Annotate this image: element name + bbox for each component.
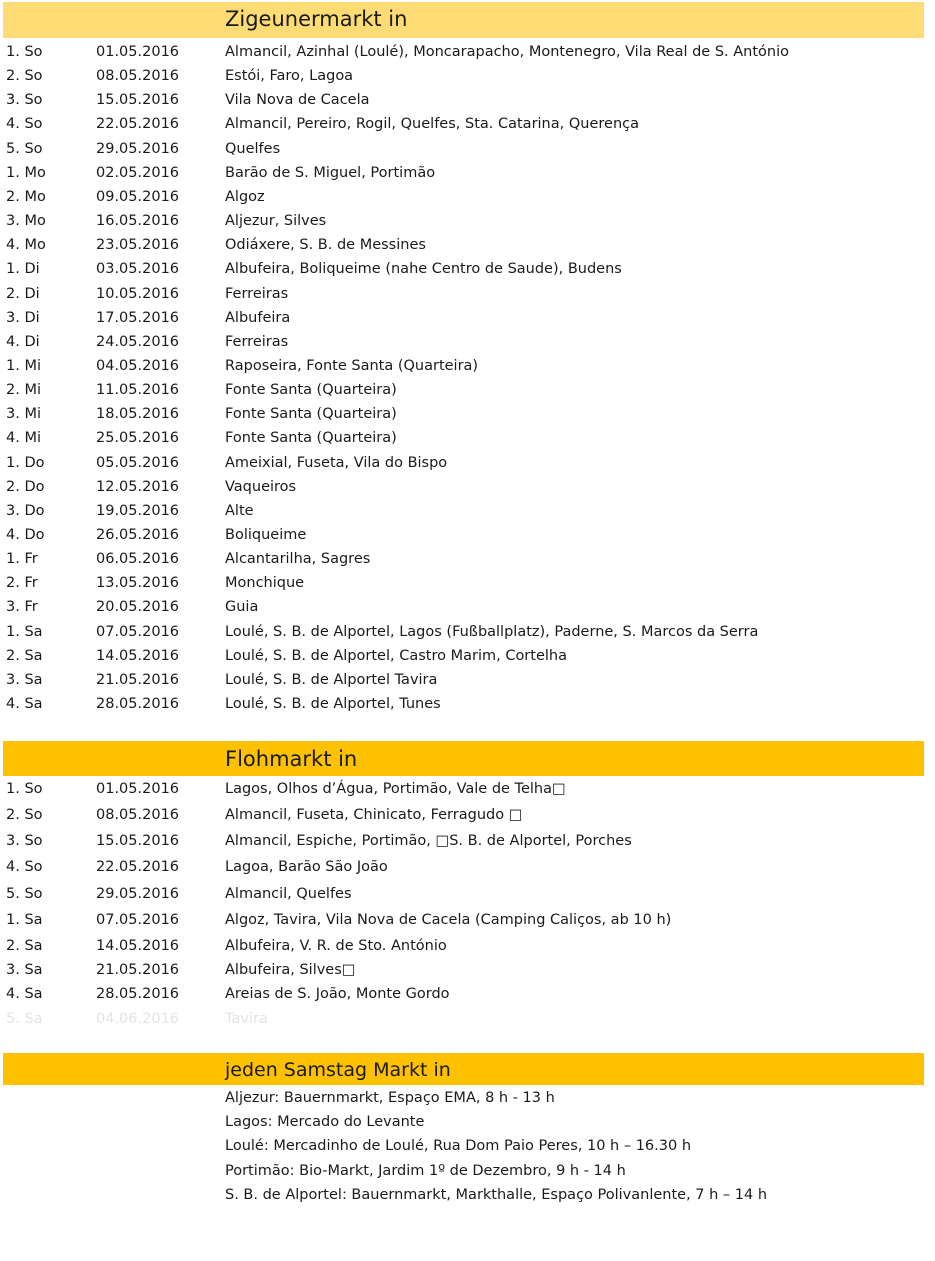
table-row [0,330,935,354]
row-date: 21.05.2016 [96,962,180,978]
row-date: 20.05.2016 [96,599,180,616]
table-row [0,908,935,932]
market-info: S. B. de Alportel: Bauernmarkt, Markthalle, Espaço Polivanlente, 7 h – 14 h [225,1186,768,1203]
row-places: Almancil, Pereiro, Rogil, Quelfes, Sta. Catarina, Querença [225,116,639,133]
row-date: 05.05.2016 [96,454,180,471]
table-row [0,777,935,801]
table-row [0,499,935,523]
row-places: Albufeira, V. R. de Sto. António [225,938,447,954]
row-date: 08.05.2016 [96,807,180,823]
row-places: Albufeira, Boliqueime (nahe Centro de Saude), Budens [225,261,622,278]
table-row [0,233,935,257]
row-date: 28.05.2016 [96,986,180,1002]
row-date: 21.05.2016 [96,671,180,688]
row-date: 14.05.2016 [96,938,180,954]
table-row [0,803,935,827]
row-places: Ameixial, Fuseta, Vila do Bispo [225,454,448,471]
row-places: Almancil, Espiche, Portimão, □S. B. de Alportel, Porches [225,833,632,849]
row-places: Algoz [225,188,265,205]
row-places: Odiáxere, S. B. de Messines [225,237,426,254]
row-day: 2. Mo [6,188,46,205]
row-day: 4. Sa [6,696,43,713]
table-row [0,426,935,450]
row-places: Estói, Faro, Lagoa [225,68,354,85]
list-item [0,1134,935,1158]
row-day: 2. So [6,68,43,85]
market-info: Lagos: Mercado do Levante [225,1114,425,1131]
section-header-flohmarkt [3,741,924,776]
row-date: 22.05.2016 [96,859,180,875]
row-places: Albufeira [225,309,291,326]
row-date: 15.05.2016 [96,92,180,109]
row-date: 29.05.2016 [96,140,180,157]
row-day: 3. Sa [6,962,43,978]
row-day: 4. So [6,859,43,875]
row-date: 10.05.2016 [96,285,180,302]
row-day: 4. So [6,116,43,133]
table-row [0,185,935,209]
row-date: 02.05.2016 [96,164,180,181]
row-day: 4. Di [6,333,40,350]
row-day: 5. So [6,140,43,157]
row-day: 1. Sa [6,912,43,928]
row-places: Quelfes [225,140,281,157]
table-row [0,40,935,64]
row-day: 1. Di [6,261,40,278]
row-date: 01.05.2016 [96,781,180,797]
row-day: 3. Do [6,502,45,519]
row-places: Guia [225,599,259,616]
table-row [0,161,935,185]
row-date: 18.05.2016 [96,406,180,423]
table-row [0,354,935,378]
row-date: 16.05.2016 [96,213,180,230]
row-date: 22.05.2016 [96,116,180,133]
row-places: Fonte Santa (Quarteira) [225,382,397,399]
table-row [0,644,935,668]
table-row [0,692,935,716]
row-date: 12.05.2016 [96,478,180,495]
row-day: 2. Sa [6,938,43,954]
section-title: Zigeunermarkt in [225,7,408,31]
table-row [0,137,935,161]
row-places: Alcantarilha, Sagres [225,551,371,568]
row-day: 3. So [6,92,43,109]
row-places: Fonte Santa (Quarteira) [225,430,397,447]
table-row [0,958,935,982]
table-row [0,64,935,88]
row-date: 15.05.2016 [96,833,180,849]
row-day: 1. So [6,781,43,797]
row-places: Areias de S. João, Monte Gordo [225,986,450,1002]
table-row [0,88,935,112]
row-places: Alte [225,502,254,519]
row-day: 1. Do [6,454,45,471]
row-date: 08.05.2016 [96,68,180,85]
row-places: Lagoa, Barão São João [225,859,388,875]
row-date: 01.05.2016 [96,44,180,60]
row-day: 2. Do [6,478,45,495]
row-day: 1. Sa [6,623,43,640]
section-header-samstag-markt [3,1053,924,1085]
row-date: 07.05.2016 [96,912,180,928]
row-places: Vaqueiros [225,478,297,495]
row-day: 1. Fr [6,551,38,568]
row-date: 29.05.2016 [96,886,180,902]
table-row [0,571,935,595]
table-row [0,620,935,644]
row-day: 2. Mi [6,382,41,399]
market-info: Loulé: Mercadinho de Loulé, Rua Dom Paio Peres, 10 h – 16.30 h [225,1138,692,1155]
table-row [0,523,935,547]
table-row [0,306,935,330]
row-day: 5. Sa [6,1011,43,1027]
row-places: Boliqueime [225,527,307,543]
row-places: Almancil, Azinhal (Loulé), Moncarapacho, Montenegro, Vila Real de S. António [225,44,789,60]
row-day: 1. Mi [6,357,41,374]
list-item [0,1183,935,1207]
table-row [0,547,935,571]
table-row [0,257,935,281]
row-places: Aljezur, Silves [225,213,327,230]
row-day: 4. Do [6,527,45,543]
market-info: Portimão: Bio-Markt, Jardim 1º de Dezembro, 9 h - 14 h [225,1162,626,1179]
list-item [0,1159,935,1183]
table-row [0,882,935,906]
table-row [0,475,935,499]
row-places: Ferreiras [225,333,289,350]
row-places: Ferreiras [225,285,289,302]
row-date: 03.05.2016 [96,261,180,278]
row-places: Vila Nova de Cacela [225,92,370,109]
row-day: 2. Di [6,285,40,302]
section-header-zigeunermarkt [3,2,924,38]
row-day: 1. So [6,44,43,60]
row-day: 2. Sa [6,647,43,664]
table-row [0,282,935,306]
row-day: 4. Mi [6,430,41,447]
row-day: 3. Di [6,309,40,326]
table-row [0,982,935,1006]
table-row [0,378,935,402]
table-row [0,402,935,426]
row-places: Lagos, Olhos d’Água, Portimão, Vale de Telha□ [225,781,566,797]
row-date: 04.06.2016 [96,1011,180,1027]
row-day: 2. So [6,807,43,823]
row-date: 14.05.2016 [96,647,180,664]
row-date: 04.05.2016 [96,357,180,374]
row-places: Loulé, S. B. de Alportel Tavira [225,671,438,688]
row-places: Fonte Santa (Quarteira) [225,406,397,423]
row-places: Raposeira, Fonte Santa (Quarteira) [225,357,479,374]
table-row [0,829,935,853]
row-places: Algoz, Tavira, Vila Nova de Cacela (Camping Caliços, ab 10 h) [225,912,672,928]
table-row [0,1007,935,1031]
row-date: 23.05.2016 [96,237,180,254]
section-title: Flohmarkt in [225,747,358,771]
row-day: 3. Fr [6,599,38,616]
row-date: 06.05.2016 [96,551,180,568]
row-day: 4. Sa [6,986,43,1002]
table-row [0,595,935,619]
row-date: 28.05.2016 [96,696,180,713]
row-date: 13.05.2016 [96,575,180,592]
row-places: Loulé, S. B. de Alportel, Tunes [225,696,441,713]
row-places: Almancil, Quelfes [225,886,352,902]
row-day: 4. Mo [6,237,46,254]
row-places: Albufeira, Silves□ [225,962,356,978]
row-date: 19.05.2016 [96,502,180,519]
table-row [0,668,935,692]
row-date: 11.05.2016 [96,382,180,399]
row-places: Loulé, S. B. de Alportel, Lagos (Fußballplatz), Paderne, S. Marcos da Serra [225,623,759,640]
row-day: 3. So [6,833,43,849]
row-places: Barão de S. Miguel, Portimão [225,164,436,181]
row-places: Loulé, S. B. de Alportel, Castro Marim, Cortelha [225,647,567,664]
row-day: 1. Mo [6,164,46,181]
row-date: 25.05.2016 [96,430,180,447]
row-places: Almancil, Fuseta, Chinicato, Ferragudo □ [225,807,523,823]
row-date: 07.05.2016 [96,623,180,640]
table-row [0,209,935,233]
row-date: 17.05.2016 [96,309,180,326]
table-row [0,112,935,136]
row-day: 3. Mi [6,406,41,423]
table-row [0,451,935,475]
row-date: 09.05.2016 [96,188,180,205]
table-row [0,934,935,958]
section-title: jeden Samstag Markt in [225,1059,451,1081]
list-item [0,1110,935,1134]
row-places: Monchique [225,575,305,592]
row-day: 3. Sa [6,671,43,688]
row-date: 26.05.2016 [96,527,180,543]
list-item [0,1086,935,1110]
row-day: 3. Mo [6,213,46,230]
row-date: 24.05.2016 [96,333,180,350]
row-places: Tavira [225,1011,268,1027]
row-day: 2. Fr [6,575,38,592]
row-day: 5. So [6,886,43,902]
table-row [0,855,935,879]
market-info: Aljezur: Bauernmarkt, Espaço EMA, 8 h - 13 h [225,1090,555,1106]
